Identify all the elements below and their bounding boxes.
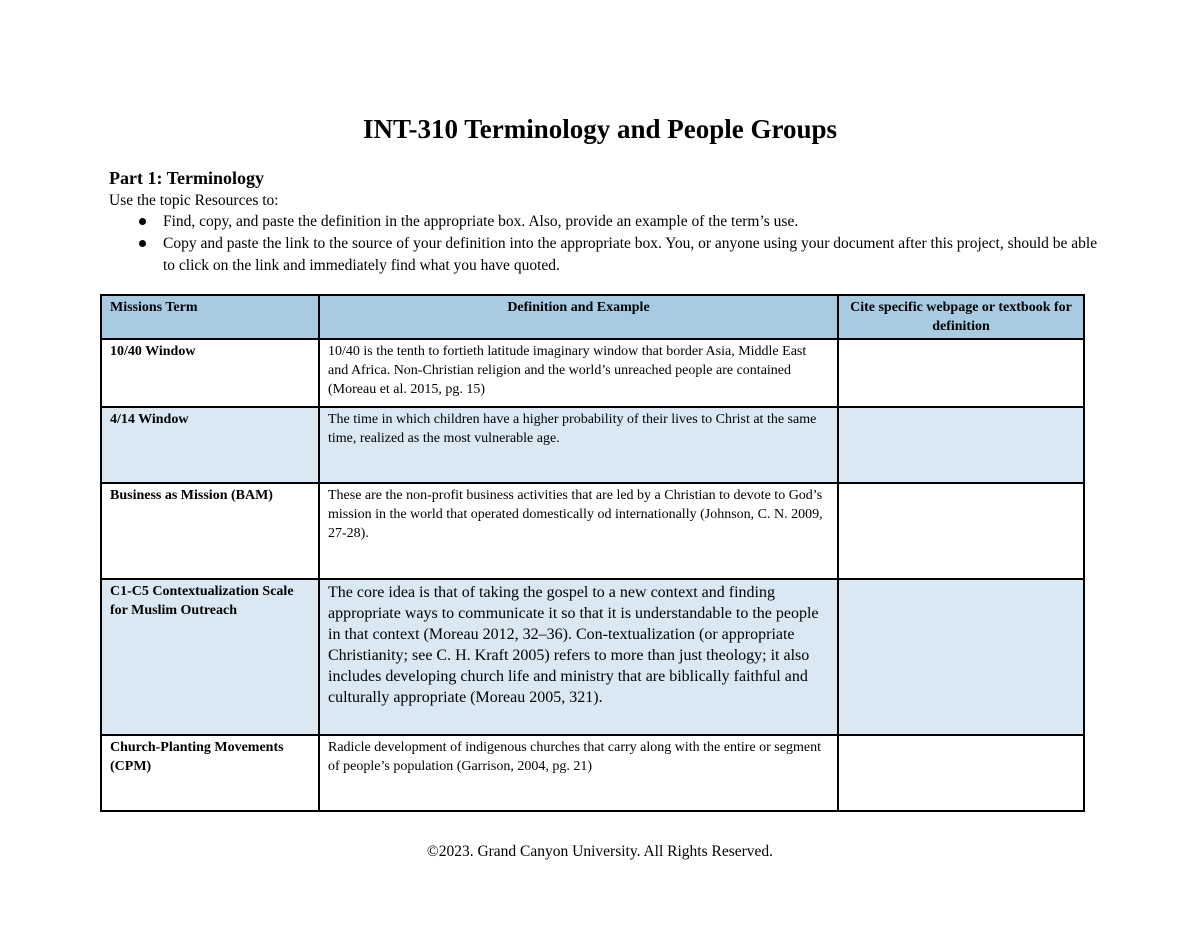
table-row [101, 579, 1084, 735]
instruction-item [109, 233, 1099, 277]
part-heading: Part 1: Terminology [109, 168, 264, 188]
definition-cell[interactable]: 10/40 is the tenth to fortieth latitude imaginary window that border Asia, Middle East and Africa. Non-Christian religion and the world’s unreached people are contained (Moreau et al. 2015, pg. 15) [319, 339, 838, 407]
document-title: INT-310 Terminology and People Groups [362, 114, 838, 144]
term-cell: 4/14 Window [101, 407, 319, 483]
term-cell: Business as Mission (BAM) [101, 483, 319, 579]
cite-cell[interactable] [838, 407, 1084, 483]
instruction-item [109, 211, 1099, 233]
terminology-table [100, 294, 1085, 812]
bullet-icon [139, 218, 146, 225]
table-row [101, 407, 1084, 483]
table-header-row [101, 295, 1084, 339]
header-missions-term: Missions Term [101, 295, 319, 339]
definition-cell[interactable]: The time in which children have a higher probability of their lives to Christ at the same time, realized as the most vulnerable age. [319, 407, 838, 483]
bullet-icon [139, 240, 146, 247]
intro-text: Use the topic Resources to: [109, 192, 279, 209]
term-cell: 10/40 Window [101, 339, 319, 407]
table-row [101, 339, 1084, 407]
cite-cell[interactable] [838, 339, 1084, 407]
copyright-footer: ©2023. Grand Canyon University. All Rights Reserved. [426, 843, 774, 860]
instruction-text: Copy and paste the link to the source of your definition into the appropriate box. You, or anyone using your document after this project, should be able to click on the link and immediately find what you have quoted. [163, 235, 1098, 274]
term-cell: Church-Planting Movements (CPM) [101, 735, 319, 811]
header-cite: Cite specific webpage or textbook for definition [838, 295, 1084, 339]
table-row [101, 483, 1084, 579]
header-definition: Definition and Example [319, 295, 838, 339]
cite-cell[interactable] [838, 483, 1084, 579]
term-cell: C1-C5 Contextualization Scale for Muslim Outreach [101, 579, 319, 735]
definition-cell[interactable]: Radicle development of indigenous churches that carry along with the entire or segment of people’s population (Garrison, 2004, pg. 21) [319, 735, 838, 811]
definition-cell[interactable]: The core idea is that of taking the gospel to a new context and finding appropriate ways to communicate it so that it is understandable to the people in that context (Moreau 2012, 32–36). Con-textualization (or appropriate Christianity; see C. H. Kraft 2005) refers to more than just theology; it also includes developing church life and ministry that are biblically faithful and culturally appropriate (Moreau 2005, 321). [319, 579, 838, 735]
instruction-text: Find, copy, and paste the definition in the appropriate box. Also, provide an example of the term’s use. [163, 213, 799, 230]
cite-cell[interactable] [838, 735, 1084, 811]
definition-cell[interactable]: These are the non-profit business activities that are led by a Christian to devote to God’s mission in the world that operated domestically od internationally (Johnson, C. N. 2009, 27-28). [319, 483, 838, 579]
instruction-list [109, 211, 1099, 277]
cite-cell[interactable] [838, 579, 1084, 735]
table-row [101, 735, 1084, 811]
